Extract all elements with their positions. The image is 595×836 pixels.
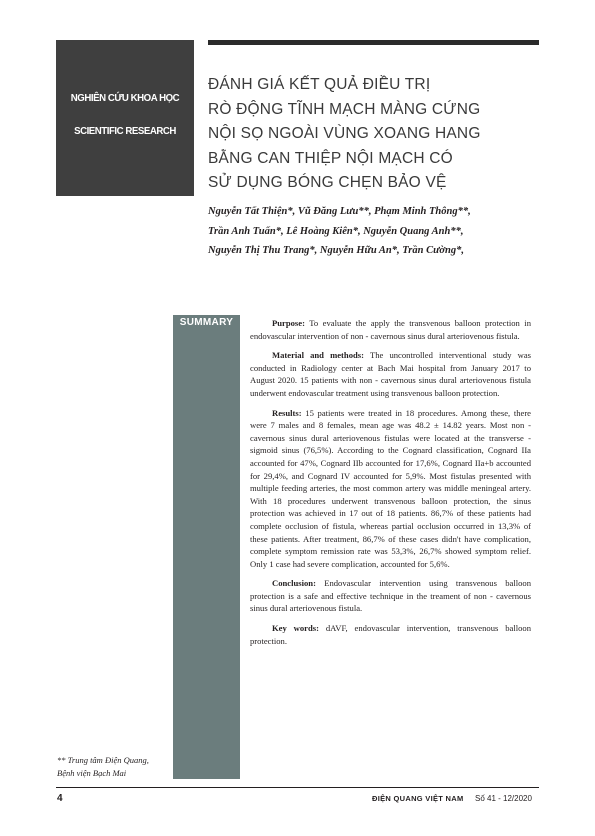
purpose-paragraph xyxy=(250,317,531,342)
summary-body xyxy=(250,317,531,654)
keywords-paragraph xyxy=(250,622,531,647)
summary-heading: SUMMARY xyxy=(179,317,234,328)
article-title xyxy=(208,73,528,196)
author-line: Trần Anh Tuấn*, Lê Hoàng Kiên*, Nguyễn Quang Anh**, xyxy=(208,225,464,237)
affiliation-footnote xyxy=(57,754,207,780)
footnote-line: Bệnh viện Bạch Mai xyxy=(57,768,127,778)
footnote-line: ** Trung tâm Điện Quang, xyxy=(57,755,149,765)
author-line: Nguyễn Thị Thu Trang*, Nguyễn Hữu An*, Trần Cường*, xyxy=(208,245,464,256)
purpose-text: To evaluate the apply the transvenous balloon protection in endovascular intervention of non - cavernous sinus dural arteriovenous fistula. xyxy=(250,318,531,341)
keywords-text: dAVF, endovascular intervention, transvenous balloon protection. xyxy=(250,623,531,646)
author-line: Nguyễn Tất Thiện*, Vũ Đăng Lưu**, Phạm Minh Thông**, xyxy=(208,206,471,217)
keywords-label: Key words: xyxy=(272,623,319,634)
methods-text: The uncontrolled interventional study was conducted in Radiology center at Bach Mai hospital from January 2017 to August 2020. 15 patients with non - cavernous sinus dural arteriovenous fistula underwent endovascular treatment using transvenous balloon protection. xyxy=(250,350,531,398)
section-label-box xyxy=(56,40,194,196)
title-line: NỘI SỌ NGOÀI VÙNG XOANG HANG xyxy=(208,125,481,142)
section-label-en: SCIENTIFIC RESEARCH xyxy=(74,125,176,137)
purpose-label: Purpose: xyxy=(272,318,305,328)
methods-label: Material and methods: xyxy=(272,350,364,361)
title-line: BẰNG CAN THIỆP NỘI MẠCH CÓ xyxy=(208,149,453,167)
top-rule xyxy=(208,40,539,45)
results-label: Results: xyxy=(272,407,302,418)
summary-sidebar xyxy=(173,315,240,779)
title-line: SỬ DỤNG BÓNG CHẸN BẢO VỆ xyxy=(208,174,447,191)
conclusion-paragraph xyxy=(250,577,531,615)
conclusion-text: Endovascular intervention using transvenous balloon protection is a safe and effective technique in the treament of non - cavernous sinus dural arteriovenous fistula. xyxy=(250,578,531,614)
results-text: 15 patients were treated in 18 procedures. Among these, there were 7 males and 8 females, mean age was 48.2 ± 14.82 years. Most non - cavernous sinus dural arteriovenous fistulas were located at the transverse - sigmoid sinus (76,5%). According to the Cognard classification, Cognard IIa accounted for 47%, Cognard IIb accounted for 17,6%, Cognard IIa+b accounted for 29,4%, and Cognard IV accounted for 5,9%. Most fistulas presented with multiple feeding arteries, the most common artery was middle meningeal artery. With 18 procedures underwent transvenous balloon protection, the sinus protection was achieved in 17 out of 18 patients. 86,7% of these patients had complete occlusion of fistula, whereas partial occlusion occurred in 13,3% of these patients. After treatment, 86,7% of these cases didn't have complication, complete symptom remission rate was 53,3%, 26,7% showed symptom relief. Only 1 case had severe complication, accounted for 5,6%. xyxy=(250,407,531,569)
conclusion-label: Conclusion: xyxy=(272,578,316,589)
footer-rule xyxy=(56,787,539,788)
title-line: RÒ ĐỘNG TĨNH MẠCH MÀNG CỨNG xyxy=(208,100,481,118)
methods-paragraph xyxy=(250,349,531,399)
author-list xyxy=(208,202,538,261)
issue-info: Số 41 - 12/2020 xyxy=(475,794,532,803)
journal-name: ĐIỆN QUANG VIỆT NAM xyxy=(372,794,464,803)
page-number: 4 xyxy=(57,793,63,804)
title-line: ĐÁNH GIÁ KẾT QUẢ ĐIỀU TRỊ xyxy=(208,76,431,93)
section-label-vi: NGHIÊN CỨU KHOA HỌC xyxy=(70,92,180,104)
results-paragraph xyxy=(250,407,531,571)
